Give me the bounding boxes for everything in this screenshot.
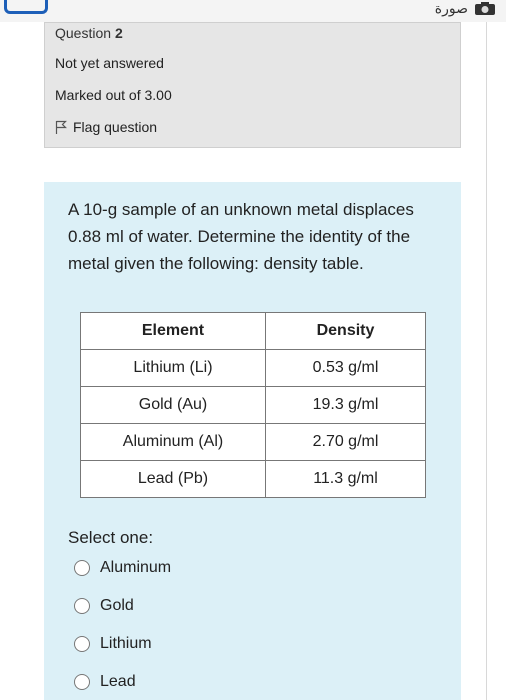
table-cell-density: 0.53 g/ml — [266, 350, 426, 387]
flag-label[interactable]: Flag question — [73, 119, 158, 135]
option-lithium[interactable] — [74, 635, 152, 653]
table-row — [81, 424, 426, 461]
marks-label: Marked out of 3.00 — [55, 87, 172, 103]
option-label[interactable]: Aluminum — [100, 559, 172, 576]
radio-button[interactable] — [74, 598, 90, 614]
table-cell-element: Aluminum (Al) — [81, 424, 266, 461]
question-info-panel — [44, 22, 461, 148]
table-row — [81, 387, 426, 424]
column-header-element: Element — [81, 313, 266, 350]
option-label[interactable]: Lead — [100, 673, 136, 690]
radio-button[interactable] — [74, 636, 90, 652]
column-header-density: Density — [266, 313, 426, 350]
table-cell-element: Lithium (Li) — [81, 350, 266, 387]
table-cell-density: 2.70 g/ml — [266, 424, 426, 461]
camera-icon[interactable] — [474, 2, 496, 16]
option-gold[interactable] — [74, 597, 134, 615]
option-aluminum[interactable] — [74, 559, 171, 577]
flag-icon — [55, 120, 67, 134]
status-indicator — [4, 0, 48, 14]
table-cell-element: Lead (Pb) — [81, 461, 266, 498]
table-cell-density: 11.3 g/ml — [266, 461, 426, 498]
question-number-value: 2 — [114, 25, 123, 41]
question-number — [55, 25, 123, 41]
divider-line — [486, 22, 487, 700]
option-lead[interactable] — [74, 673, 136, 691]
image-label: صورة — [434, 0, 468, 16]
table-row — [81, 461, 426, 498]
radio-button[interactable] — [74, 560, 90, 576]
density-table — [80, 312, 426, 498]
table-header-row — [81, 313, 426, 350]
answer-status: Not yet answered — [55, 55, 164, 71]
radio-button[interactable] — [74, 674, 90, 690]
table-cell-element: Gold (Au) — [81, 387, 266, 424]
top-bar — [0, 0, 506, 22]
question-content — [44, 182, 461, 700]
option-label[interactable]: Gold — [100, 597, 134, 614]
table-row — [81, 350, 426, 387]
table-cell-density: 19.3 g/ml — [266, 387, 426, 424]
flag-question-link[interactable] — [55, 119, 157, 135]
option-label[interactable]: Lithium — [100, 635, 152, 652]
select-one-prompt: Select one: — [68, 528, 154, 547]
question-text: A 10-g sample of an unknown metal displaces 0.88 ml of water. Determine the identity of the metal given the following: density table. — [68, 200, 414, 273]
question-label: Question — [55, 25, 112, 41]
